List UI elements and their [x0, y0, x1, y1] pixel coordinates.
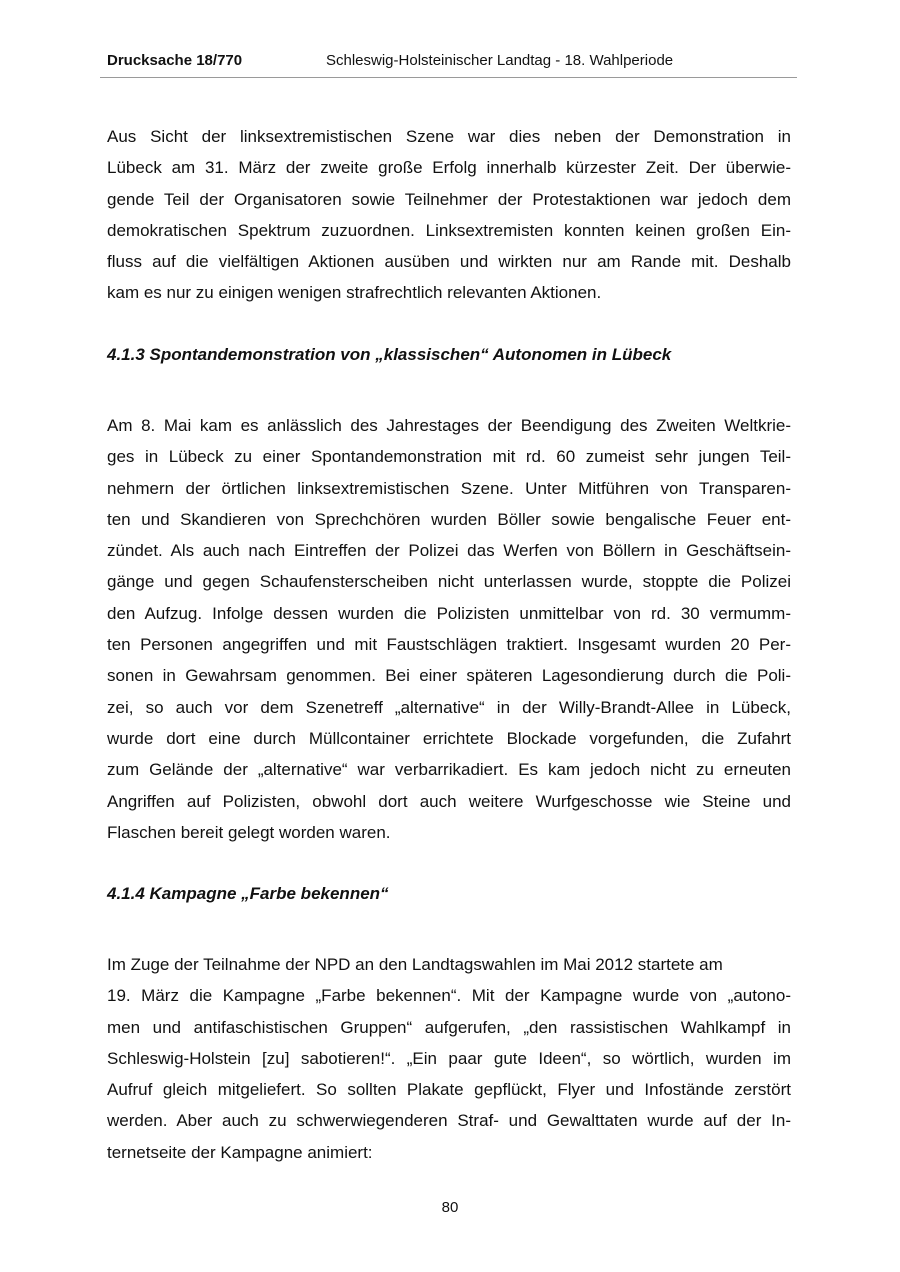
- text-line: zündet. Als auch nach Eintreffen der Polizei das Werfen von Böllern in Geschäftsein-: [107, 541, 791, 561]
- paragraph-2: [107, 410, 791, 848]
- text-line: zei, so auch vor dem Szenetreff „alternative“ in der Willy-Brandt-Allee in Lübeck,: [107, 697, 791, 717]
- section-heading-4-1-3: 4.1.3 Spontandemonstration von „klassischen“ Autonomen in Lübeck: [107, 345, 672, 364]
- text-line: Aufruf gleich mitgeliefert. So sollten Plakate gepflückt, Flyer und Infostände zerstört: [107, 1080, 791, 1100]
- document-number: Drucksache 18/770: [107, 52, 243, 69]
- text-line: Aus Sicht der linksextremistischen Szene war dies neben der Demonstration in: [107, 127, 791, 146]
- text-line: Am 8. Mai kam es anlässlich des Jahrestages der Beendigung des Zweiten Weltkrie-: [107, 416, 791, 435]
- text-line: Im Zuge der Teilnahme der NPD an den Landtagswahlen im Mai 2012 startete am: [107, 955, 723, 974]
- text-line: Flaschen bereit gelegt worden waren.: [107, 822, 391, 842]
- text-line: gänge und gegen Schaufensterscheiben nicht unterlassen wurde, stoppte die Polizei: [107, 572, 791, 592]
- text-line: demokratischen Spektrum zuzuordnen. Linksextremisten konnten keinen großen Ein-: [107, 220, 791, 240]
- text-line: ten und Skandieren von Sprechchören wurden Böller sowie bengalische Feuer ent-: [107, 509, 791, 529]
- text-line: werden. Aber auch zu schwerwiegenderen Straf- und Gewalttaten wurde auf der In-: [107, 1111, 791, 1131]
- text-line: Angriffen auf Polizisten, obwohl dort auch weitere Wurfgeschosse wie Steine und: [107, 791, 791, 811]
- text-line: kam es nur zu einigen wenigen strafrechtlich relevanten Aktionen.: [107, 283, 602, 303]
- text-line: Lübeck am 31. März der zweite große Erfolg innerhalb kürzester Zeit. Der überwie-: [107, 158, 791, 178]
- text-line: ternetseite der Kampagne animiert:: [107, 1142, 373, 1162]
- text-line: den Aufzug. Infolge dessen wurden die Polizisten unmittelbar von rd. 30 vermumm-: [107, 603, 791, 623]
- text-line: sonen in Gewahrsam genommen. Bei einer späteren Lagesondierung durch die Poli-: [107, 666, 791, 686]
- text-line: ten Personen angegriffen und mit Faustschlägen traktiert. Insgesamt wurden 20 Per-: [107, 635, 791, 655]
- text-line: gende Teil der Organisatoren sowie Teilnehmer der Protestaktionen war jedoch dem: [107, 189, 791, 209]
- document-source: Schleswig-Holsteinischer Landtag - 18. Wahlperiode: [326, 52, 674, 69]
- paragraph-1: [107, 121, 791, 309]
- header-divider: [100, 77, 797, 78]
- page-number: 80: [441, 1199, 459, 1216]
- text-line: ges in Lübeck zu einer Spontandemonstration mit rd. 60 zumeist sehr jungen Teil-: [107, 447, 791, 467]
- section-heading-4-1-4: 4.1.4 Kampagne „Farbe bekennen“: [107, 884, 389, 903]
- text-line: nehmern der örtlichen linksextremistischen Szene. Unter Mitführen von Transparen-: [107, 478, 791, 498]
- text-line: fluss auf die vielfältigen Aktionen ausüben und wirkten nur am Rande mit. Deshalb: [107, 252, 791, 272]
- paragraph-3: [107, 949, 791, 1168]
- text-line: 19. März die Kampagne „Farbe bekennen“. Mit der Kampagne wurde von „autono-: [107, 986, 791, 1006]
- text-line: Schleswig-Holstein [zu] sabotieren!“. „Ein paar gute Ideen“, so wörtlich, wurden im: [107, 1048, 791, 1068]
- text-line: men und antifaschistischen Gruppen“ aufgerufen, „den rassistischen Wahlkampf in: [107, 1017, 791, 1037]
- text-line: zum Gelände der „alternative“ war verbarrikadiert. Es kam jedoch nicht zu erneuten: [107, 760, 791, 780]
- text-line: wurde dort eine durch Müllcontainer errichtete Blockade vorgefunden, die Zufahrt: [107, 728, 791, 748]
- page-header: [107, 52, 797, 74]
